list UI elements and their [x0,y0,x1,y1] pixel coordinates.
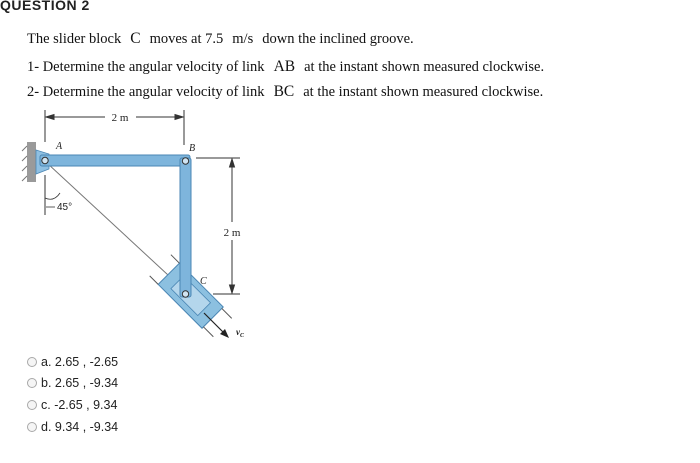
option-a[interactable] [27,353,118,371]
unit-text: m/s [232,31,254,47]
radio-button[interactable] [27,357,37,367]
incline-guide-line [47,163,168,275]
link-bc [180,158,191,297]
statement-text: 1- Determine the angular velocity of link [27,59,265,75]
dimension-right [196,158,240,294]
angle-label: 45° [57,202,73,213]
option-c[interactable] [27,396,117,414]
dimension-right-label: 2 m [223,227,241,239]
statement-text: at the instant shown measured clockwise. [303,84,544,100]
symbol-ab: AB [273,58,296,75]
label-vc: $v_C$ [236,327,245,339]
question-header: QUESTION 2 [0,0,90,13]
statement-text: down the inclined groove. [262,31,414,47]
symbol-bc: BC [273,83,295,100]
option-label: a. 2.65 , -2.65 [41,355,119,369]
statement-text: 2- Determine the angular velocity of link [27,84,265,100]
velocity-arrow [204,313,229,338]
option-b[interactable] [27,374,118,392]
link-ab [40,155,190,166]
pin-b [182,158,188,164]
radio-button[interactable] [27,422,37,432]
label-c: C [200,276,207,287]
label-b: B [189,143,196,154]
symbol-c: C [130,30,141,47]
radio-button[interactable] [27,378,37,388]
option-label: b. 2.65 , -9.34 [41,376,119,390]
angle-arc [45,193,60,199]
statement-text: moves at 7.5 [149,31,224,47]
option-d[interactable] [27,418,118,436]
radio-button[interactable] [27,400,37,410]
option-label: d. 9.34 , -9.34 [41,420,119,434]
statement-text: at the instant shown measured clockwise. [304,59,545,75]
pin-c [182,291,188,297]
option-label: c. -2.65 , 9.34 [41,398,118,412]
statement-text: The slider block [27,31,122,47]
dimension-top-label: 2 m [111,112,129,124]
label-a: A [56,141,63,152]
pin-a [42,157,48,163]
